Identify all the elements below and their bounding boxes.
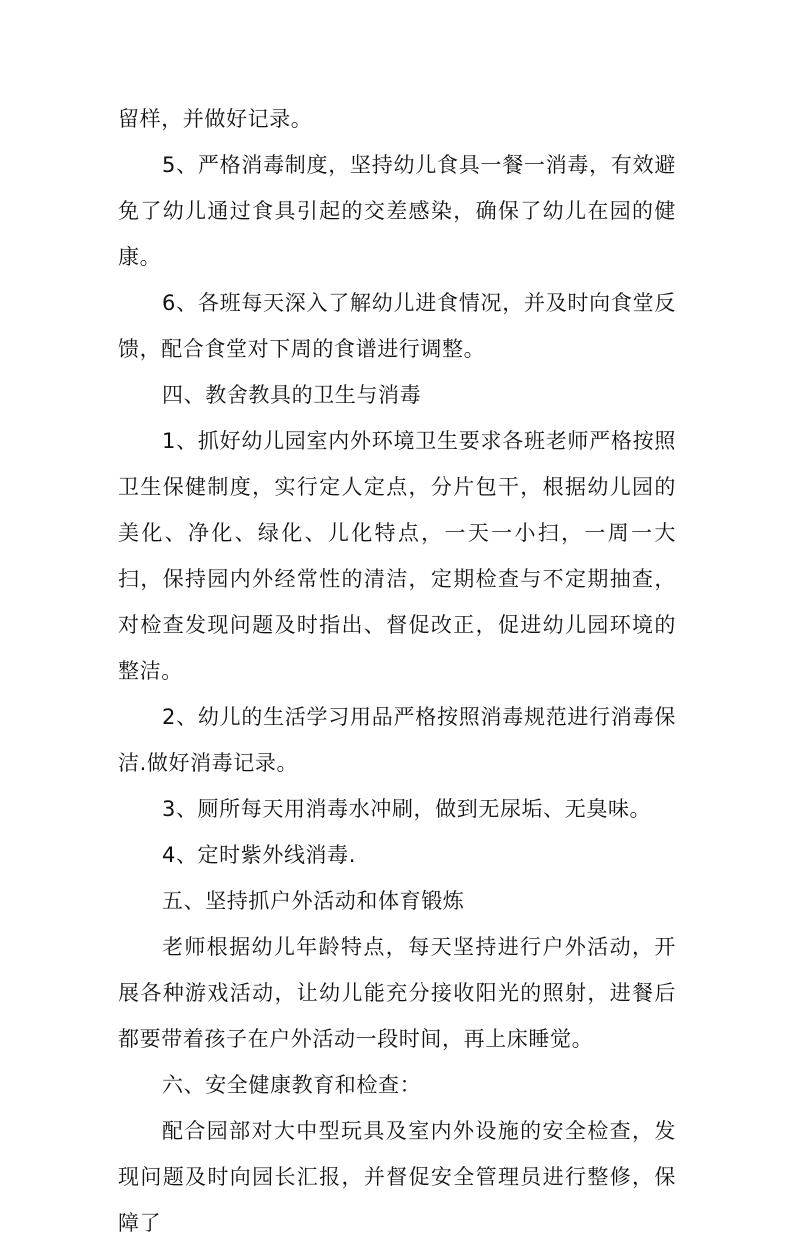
section-heading-6: 六、安全健康教育和检查： (162, 1073, 422, 1097)
paragraph-section4-item-2: 2、幼儿的生活学习用品严格按照消毒规范进行消毒保洁.做好消毒记录。 (118, 705, 676, 775)
section-heading-4: 四、教舍教具的卫生与消毒 (162, 383, 422, 407)
paragraph-section4-item-3: 3、厕所每天用消毒水冲刷，做到无尿垢、无臭味。 (162, 797, 652, 821)
section-heading-5: 五、坚持抓户外活动和体育锻炼 (162, 889, 465, 913)
paragraph-section4-item-1: 1、抓好幼儿园室内外环境卫生要求各班老师严格按照卫生保健制度，实行定人定点，分片包干，根据幼儿园的美化、净化、绿化、儿化特点，一天一小扫，一周一大扫，保持园内外经常性的清洁，定期检查与不定期抽查，对检查发现问题及时指出、督促改正，促进幼儿园环境的整洁。 (118, 429, 676, 683)
paragraph-section6-body: 配合园部对大中型玩具及室内外设施的安全检查，发现问题及时向园长汇报，并督促安全管理员进行整修，保障了 (118, 1119, 676, 1235)
paragraph-section5-body: 老师根据幼儿年龄特点，每天坚持进行户外活动，开展各种游戏活动，让幼儿能充分接收阳光的照射，进餐后都要带着孩子在户外活动一段时间，再上床睡觉。 (118, 935, 676, 1051)
paragraph-item-5: 5、严格消毒制度，坚持幼儿食具一餐一消毒，有效避免了幼儿通过食具引起的交差感染，确保了幼儿在园的健康。 (118, 153, 676, 269)
paragraph-item-6: 6、各班每天深入了解幼儿进食情况，并及时向食堂反馈，配合食堂对下周的食谱进行调整。 (118, 291, 676, 361)
paragraph-section4-item-4: 4、定时紫外线消毒. (162, 843, 357, 867)
paragraph-continuation: 留样，并做好记录。 (118, 107, 313, 131)
document-body (118, 96, 676, 1246)
